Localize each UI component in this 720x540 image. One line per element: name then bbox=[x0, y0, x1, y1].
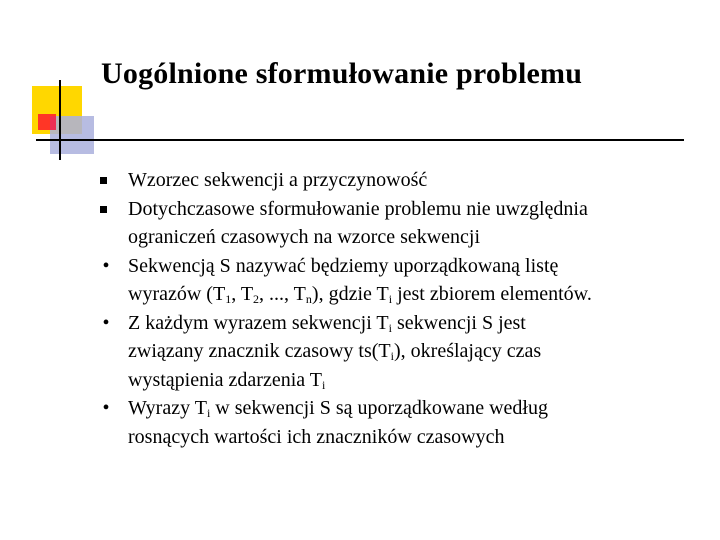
list-item bbox=[96, 195, 706, 252]
list-item bbox=[96, 394, 706, 451]
list-item-text: , T bbox=[231, 283, 254, 305]
decor-vertical-line bbox=[59, 80, 61, 160]
list-item-text: ograniczeń czasowych na wzorce sekwencji bbox=[128, 226, 481, 248]
list-item bbox=[96, 166, 706, 195]
list-item-text: Sekwencją S nazywać będziemy uporządkowaną listę bbox=[128, 254, 559, 277]
subscript: i bbox=[321, 377, 326, 392]
dot-bullet-icon: • bbox=[102, 311, 110, 334]
list-item-text: związany znacznik czasowy ts(T bbox=[128, 340, 391, 362]
list-item-text: ), gdzie T bbox=[311, 283, 389, 305]
subscript: i bbox=[388, 320, 392, 335]
list-item-text: , ..., T bbox=[259, 283, 306, 305]
dot-bullet-icon: • bbox=[102, 254, 110, 277]
list-item-text: w sekwencji S są uporządkowane według bbox=[210, 397, 548, 419]
subscript: 2 bbox=[253, 292, 260, 306]
list-item-text: Wzorzec sekwencji a przyczynowość bbox=[128, 169, 428, 191]
subscript: i bbox=[206, 406, 211, 420]
slide-title: Uogólnione sformułowanie problemu bbox=[101, 57, 583, 90]
list-item-text: Wyrazy T bbox=[128, 397, 207, 419]
list-item-text: wystąpienia zdarzenia T bbox=[128, 368, 322, 391]
list-item-text: rosnących wartości ich znaczników czasowych bbox=[128, 425, 505, 448]
list-item-text: jest zbiorem elementów. bbox=[392, 283, 592, 305]
list-item-text: Dotychczasowe sformułowanie problemu nie uwzględnia bbox=[128, 197, 588, 220]
decor-blue-square bbox=[50, 116, 94, 154]
list-item-text: Z każdym wyrazem sekwencji T bbox=[128, 311, 389, 334]
title-underline bbox=[36, 139, 684, 141]
decor-red-square bbox=[38, 114, 56, 130]
dot-bullet-icon: • bbox=[102, 397, 110, 419]
subscript: i bbox=[388, 292, 393, 306]
list-item-text: wyrazów (T bbox=[128, 283, 226, 305]
list-item-text: ), określający czas bbox=[394, 340, 542, 362]
list-item bbox=[96, 309, 706, 395]
list-item-text: sekwencji S jest bbox=[392, 311, 526, 334]
list-item bbox=[96, 252, 706, 309]
subscript: i bbox=[390, 349, 394, 363]
subscript: 1 bbox=[225, 292, 232, 306]
subscript: n bbox=[305, 292, 312, 306]
bullet-list bbox=[96, 166, 706, 451]
